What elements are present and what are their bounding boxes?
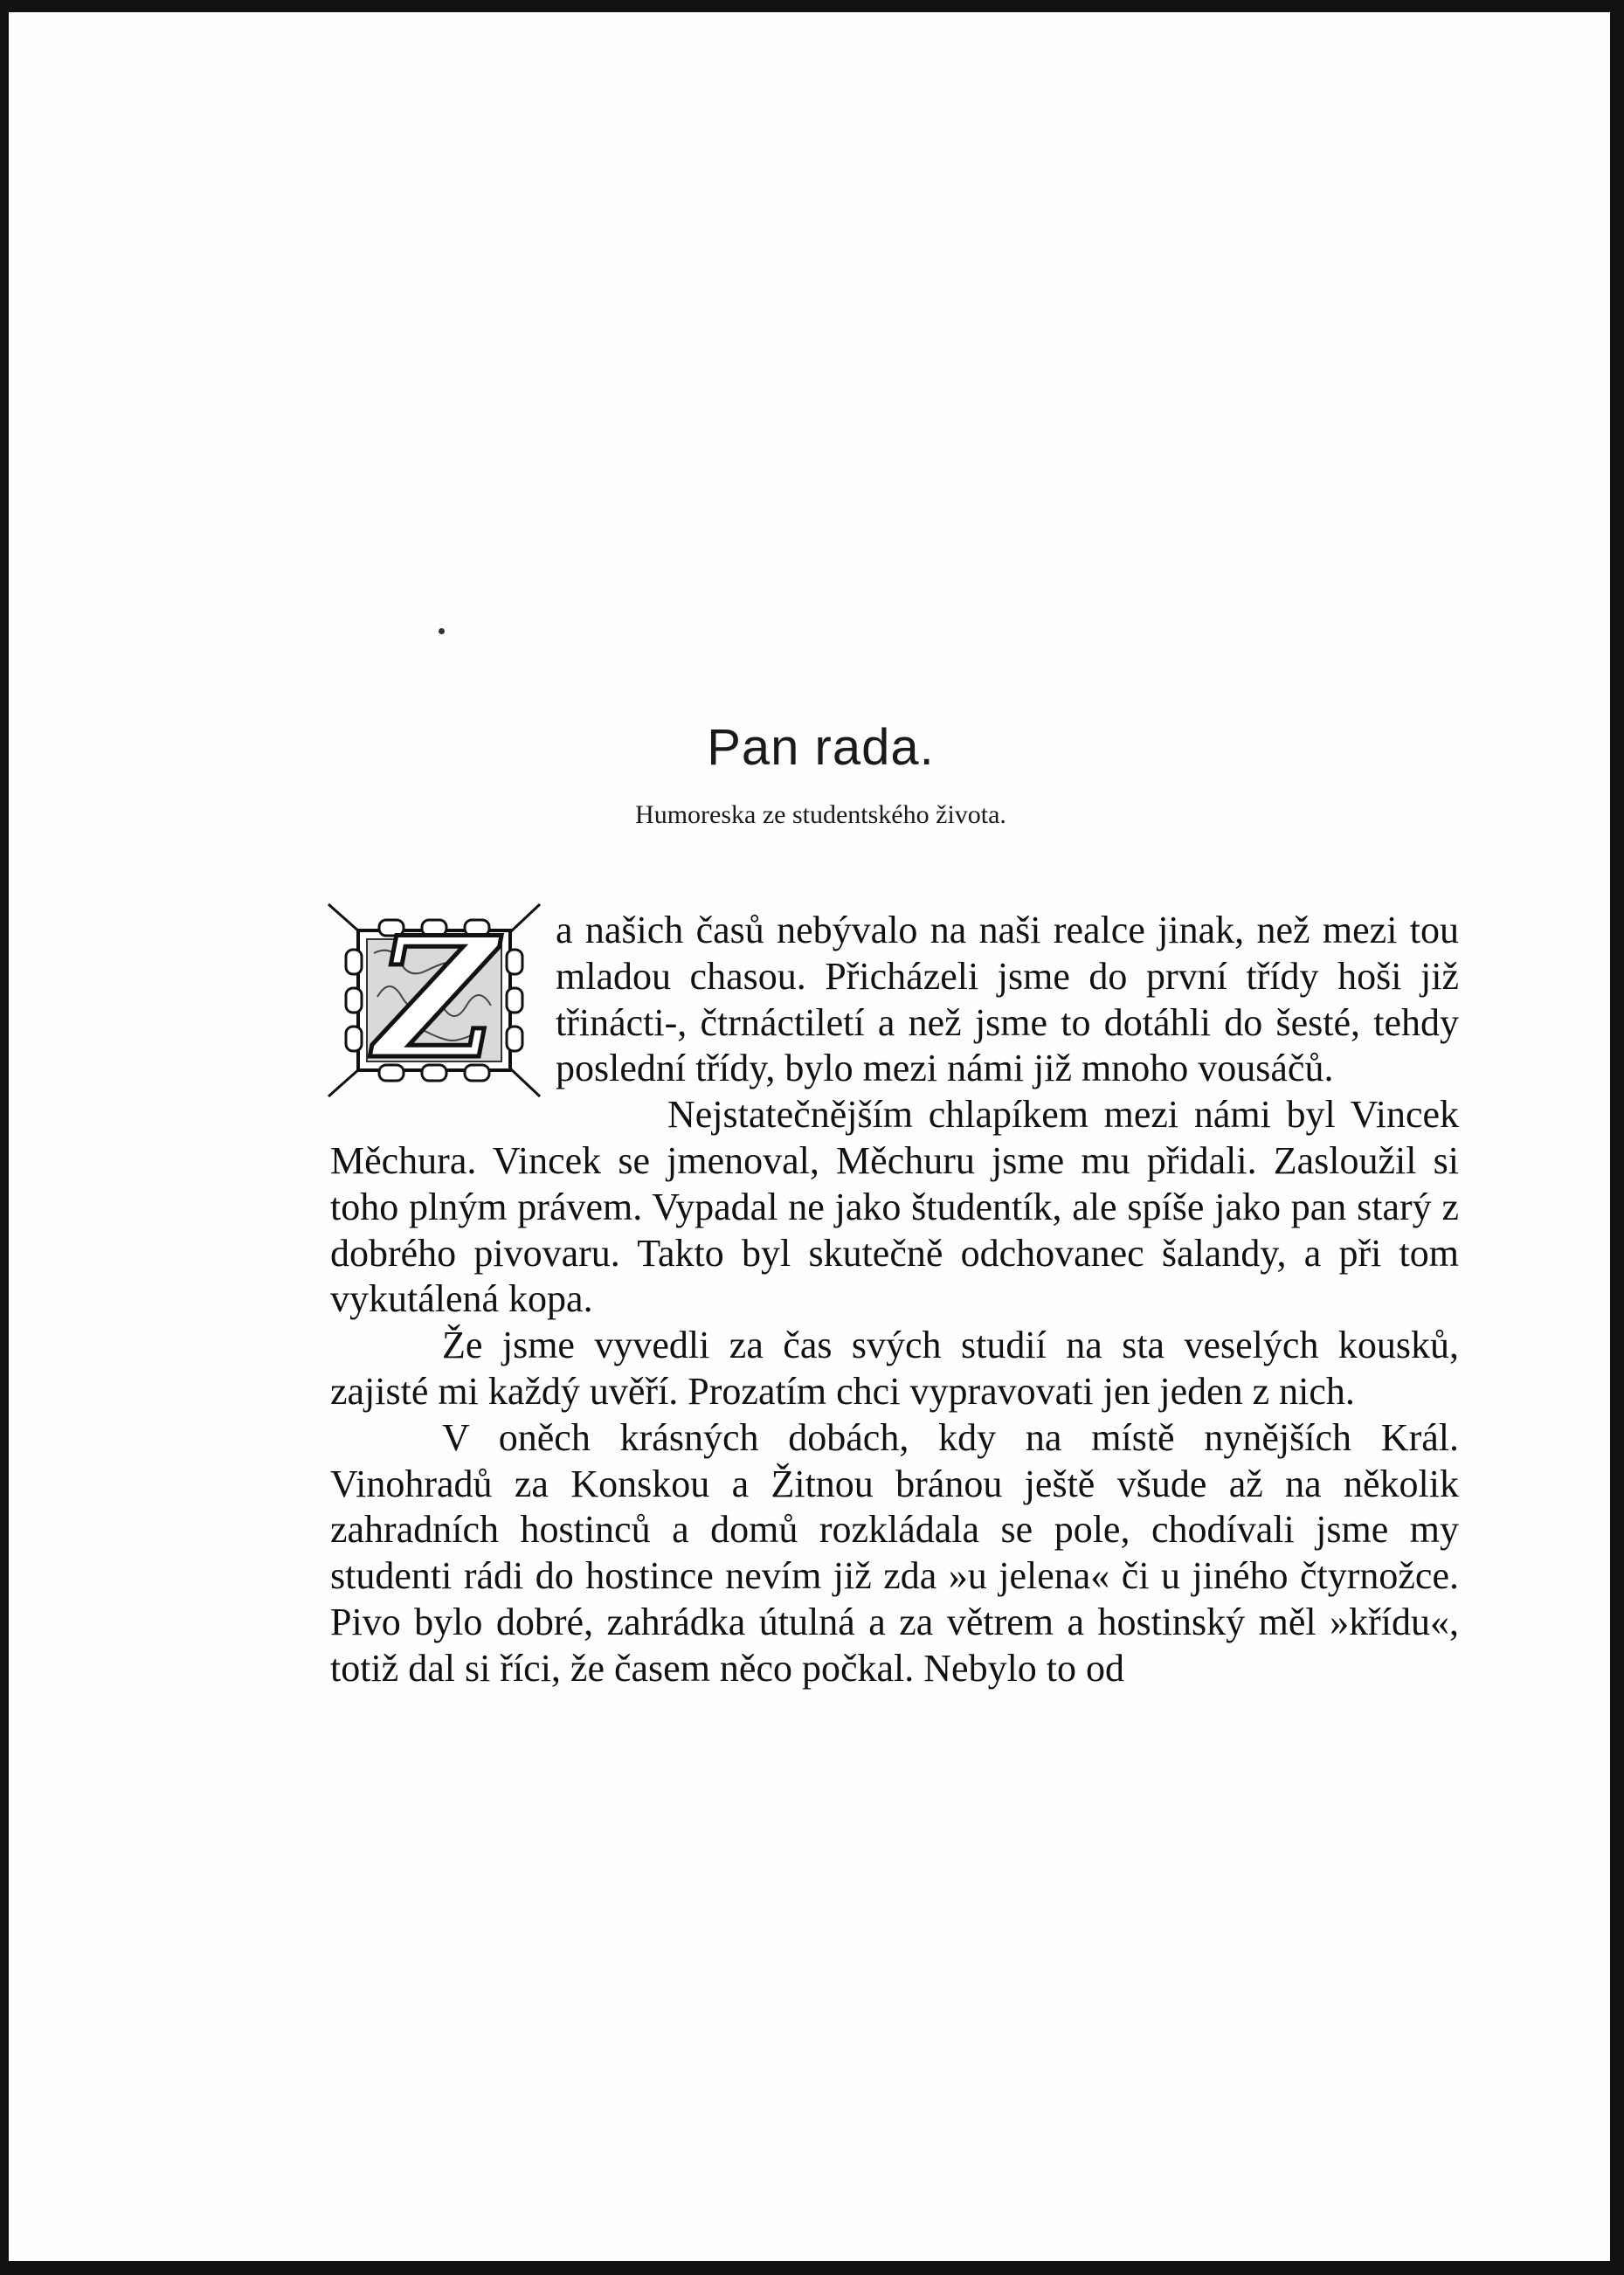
paragraph-4: V oněch krásných dobách, kdy na místě nynějších Král. Vinohradů za Konskou a Žitnou bránou ještě všude až na několik zahradních hostinců a domů rozkládala se pole, chodívali jsme my studenti rádi do hostince nevím již zda »u jelena« či u jiného čtyrnožce. Pivo bylo dobré, zahrádka útulná a za větrem a hostinský měl »křídu«, totiž dal si říci, že časem něco počkal. Nebylo to od <box>330 1415 1459 1690</box>
paragraph-3: Že jsme vyvedli za čas svých studií na sta veselých kousků, zajisté mi každý uvěří. Prozatím chci vypravovati jen jeden z nich. <box>330 1324 1459 1413</box>
page-title: Pan rada. <box>707 719 935 776</box>
body-text <box>330 901 1459 1692</box>
ink-speck <box>439 628 445 634</box>
page-subtitle: Humoreska ze studentského života. <box>635 800 1006 829</box>
paragraph-2: Nejstatečnějším chlapíkem mezi námi byl Vincek Měchura. Vincek se jmenoval, Měchuru jsme mu přidali. Zasloužil si toho plným právem. Vypadal ne jako študentík, ale spíše jako pan starý z dobrého pivovaru. Takto byl skutečně odchovanec šalandy, a při tom vykutálená kopa. <box>330 1093 1459 1321</box>
paragraph-1 <box>330 901 1459 1096</box>
drop-cap-letter: Z <box>375 901 497 1096</box>
ornamental-drop-cap <box>325 901 543 1100</box>
paragraph-1-text: a našich časů nebývalo na naši realce jinak, než mezi tou mladou chasou. Přicházeli jsme do první třídy hoši již třinácti-, čtrnáctiletí a než jsme to dotáhli do šesté, tehdy poslední třídy, bylo mezi námi již mnoho vousáčů. <box>556 909 1459 1090</box>
